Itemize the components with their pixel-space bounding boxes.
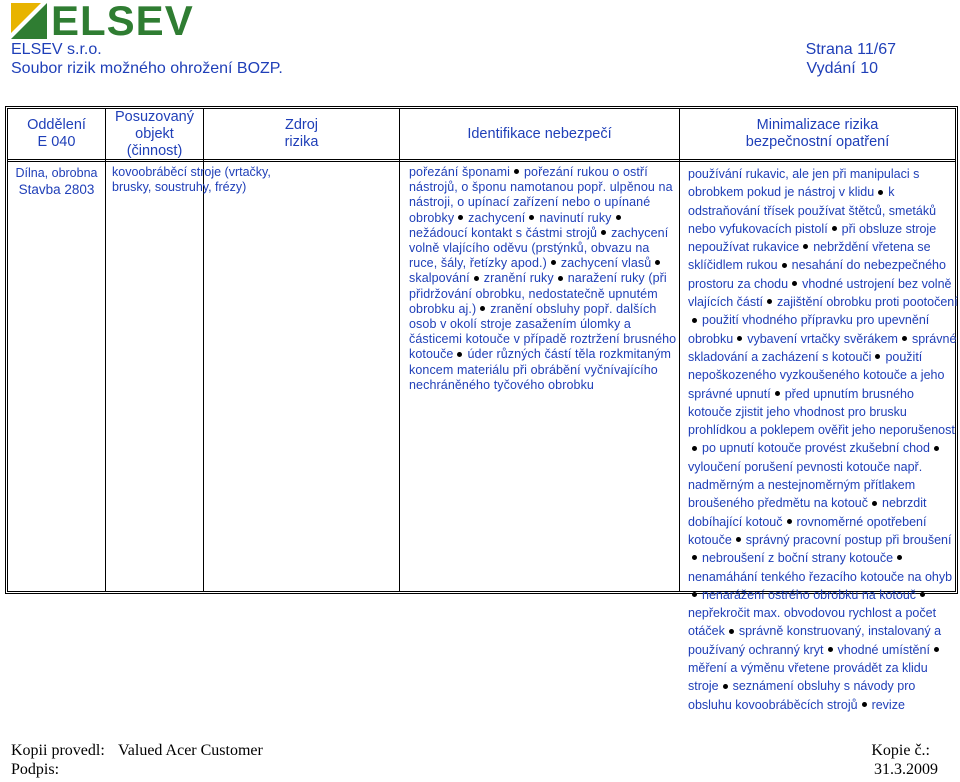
measure-item: zajištění obrobku proti pootočení bbox=[777, 295, 958, 310]
risk-table bbox=[5, 106, 958, 712]
bullet-icon bbox=[934, 446, 939, 451]
hazard-item: pořezání šponami bbox=[409, 165, 510, 179]
measure-item: před upnutím brusného kotouče zjistit jeho vhodnost pro brusku prohlídkou a poklepem ověřit jeho neporušenost bbox=[688, 386, 955, 438]
header-risk-source: Zdroj rizika bbox=[284, 117, 319, 150]
bullet-icon bbox=[723, 684, 728, 689]
bullet-icon bbox=[551, 260, 556, 265]
column-divider bbox=[105, 109, 106, 591]
bullet-icon bbox=[934, 647, 939, 652]
bullet-icon bbox=[737, 336, 742, 341]
measure-item: nebrzdit dobíhající kotouč bbox=[688, 496, 927, 529]
cell-object: kovoobráběcí stroje (vrtačky, brusky, soustruhy, frézy) bbox=[112, 165, 271, 194]
header-hazard-identification: Identifikace nebezpečí bbox=[467, 125, 612, 142]
bullet-icon bbox=[828, 647, 833, 652]
cell-department: Dílna, obrobna Stavba 2803 bbox=[15, 166, 98, 197]
hazard-item: naražení ruky (při přidržování obrobku, nedostatečně upnutém obrobku aj.) bbox=[409, 271, 667, 316]
measure-item: při obsluze stroje nepoužívat rukavice bbox=[688, 221, 937, 255]
hazard-item: zachycení vlasů bbox=[560, 256, 652, 271]
bullet-icon bbox=[480, 306, 485, 311]
header-risk-minimization: Minimalizace rizika bezpečnostní opatření bbox=[745, 117, 890, 150]
hazard-item: úder různých částí těla rozkmitaným koncem materiálu při obrábění vyčnívajícího nechráněného tyčového obrobku bbox=[409, 347, 672, 392]
measure-item: vhodné umístění bbox=[837, 642, 930, 657]
bullet-icon bbox=[782, 263, 787, 268]
measure-item: nenamáhání tenkého řezacího kotouče na ohyb bbox=[688, 569, 953, 584]
measure-item: správný pracovní postup při broušení bbox=[745, 532, 952, 547]
measure-item: použití vhodného přípravku pro upevnění obrobku bbox=[688, 313, 930, 346]
bullet-icon bbox=[692, 446, 697, 451]
bullet-icon bbox=[832, 226, 837, 231]
hazard-item: nežádoucí kontakt s částmi strojů bbox=[409, 225, 598, 240]
measure-item: nesahání do nebezpečného prostoru za chodu bbox=[688, 258, 946, 291]
bullet-icon bbox=[655, 260, 660, 265]
bullet-icon bbox=[862, 702, 867, 707]
measure-item: vybavení vrtačky svěrákem bbox=[747, 331, 898, 346]
bullet-icon bbox=[736, 537, 741, 542]
bullet-icon bbox=[729, 629, 734, 634]
bullet-icon bbox=[902, 336, 907, 341]
page-number: Strana 11/67 bbox=[805, 41, 896, 58]
logo-wordmark: ELSEV bbox=[51, 0, 194, 44]
bullet-icon bbox=[875, 354, 880, 359]
bullet-icon bbox=[474, 276, 479, 281]
measure-item: rovnoměrné opotřebení kotouče bbox=[688, 514, 927, 547]
copy-made-by-label: Kopii provedl: bbox=[11, 742, 105, 759]
measure-item: nebroušení z boční strany kotouče bbox=[702, 551, 894, 566]
hazard-item: skalpování bbox=[409, 271, 470, 286]
bullet-icon bbox=[601, 230, 606, 235]
bullet-icon bbox=[458, 215, 463, 220]
measure-item: měření a výměnu vřetene provádět za klidu stroje bbox=[688, 661, 928, 694]
cell-hazard-identification bbox=[406, 165, 681, 393]
company-name: ELSEV s.r.o. bbox=[11, 41, 102, 58]
measure-item: vyloučení porušení pevnosti kotouče např. nadměrným a nestejnoměrným přítlakem broušeného předmětu na kotouč bbox=[688, 459, 923, 511]
bullet-icon bbox=[878, 190, 883, 195]
bullet-icon bbox=[692, 592, 697, 597]
bullet-icon bbox=[803, 244, 808, 249]
bullet-icon bbox=[692, 318, 697, 323]
bullet-icon bbox=[616, 215, 621, 220]
measure-item: správně konstruovaný, instalovaný a používaný ochranný kryt bbox=[688, 624, 942, 657]
hazard-item: pořezání rukou o ostří nástrojů, o šponu namotanou popř. ulpěnou na nástroji, o upínací zařízení nebo o upínané obrobky bbox=[409, 165, 673, 225]
bullet-icon bbox=[692, 555, 697, 560]
header-department: Oddělení E 040 bbox=[27, 117, 86, 150]
bullet-icon bbox=[872, 501, 877, 506]
measure-item: k odstraňování třísek používat štětců, smetáků nebo vyfukovacích pistolí bbox=[688, 185, 937, 236]
document-date: 31.3.2009 bbox=[874, 761, 938, 778]
measure-item: nepřekročit max. obvodovou rychlost a počet otáček bbox=[688, 606, 937, 639]
bullet-icon bbox=[787, 519, 792, 524]
column-divider bbox=[399, 109, 400, 591]
signature-label: Podpis: bbox=[11, 761, 60, 778]
bullet-icon bbox=[529, 215, 534, 220]
logo-mark-icon bbox=[11, 3, 47, 39]
measure-item: správné skladování a zacházení s kotouči bbox=[688, 331, 957, 364]
cell-risk-minimization bbox=[685, 165, 958, 714]
issue-number: Vydání 10 bbox=[806, 60, 878, 77]
bullet-icon bbox=[775, 391, 780, 396]
copy-number-label: Kopie č.: bbox=[871, 742, 930, 759]
measure-item: vhodné ustrojení bez volně vlajících částí bbox=[688, 276, 952, 310]
measure-item: revize bbox=[871, 697, 905, 712]
bullet-icon bbox=[897, 555, 902, 560]
hazard-item: zachycení bbox=[468, 210, 526, 225]
measure-item: po upnutí kotouče provést zkušební chod bbox=[702, 441, 930, 456]
measure-item: nenarážení ostrého obrobku na kotouč bbox=[702, 587, 917, 602]
document-title: Soubor rizik možného ohrožení BOZP. bbox=[11, 60, 283, 77]
bullet-icon bbox=[558, 276, 563, 281]
hazard-item: zranění obsluhy popř. dalších osob v okolí stroje zasažením úlomky a částicemi kotouče v případě roztržení brusného kotouče bbox=[409, 301, 677, 362]
hazard-item: navinutí ruky bbox=[539, 210, 612, 225]
bullet-icon bbox=[457, 352, 462, 357]
measure-item: používání rukavic, ale jen při manipulaci s obrobkem pokud je nástroj v klidu bbox=[688, 167, 920, 200]
hazard-item: zranění ruky bbox=[483, 271, 554, 286]
company-logo bbox=[11, 0, 203, 44]
measure-item: nebrždění vřetena se sklíčidlem rukou bbox=[688, 240, 931, 273]
bullet-icon bbox=[920, 592, 925, 597]
bullet-icon bbox=[514, 169, 519, 174]
copy-made-by-value: Valued Acer Customer bbox=[118, 742, 263, 759]
measure-item: použití nepoškozeného vyzkoušeného kotouče a jeho správné upnutí bbox=[688, 349, 945, 401]
bullet-icon bbox=[792, 281, 797, 286]
header-object: Posuzovaný objekt (činnost) bbox=[115, 108, 194, 159]
bullet-icon bbox=[767, 299, 772, 304]
measure-item: seznámení obsluhy s návody pro obsluhu kovoobráběcích strojů bbox=[688, 679, 916, 712]
hazard-item: zachycení volně vlajícího oděvu (prstýnků, obvazu na ruce, šály, řetízky apod.) bbox=[409, 225, 669, 271]
